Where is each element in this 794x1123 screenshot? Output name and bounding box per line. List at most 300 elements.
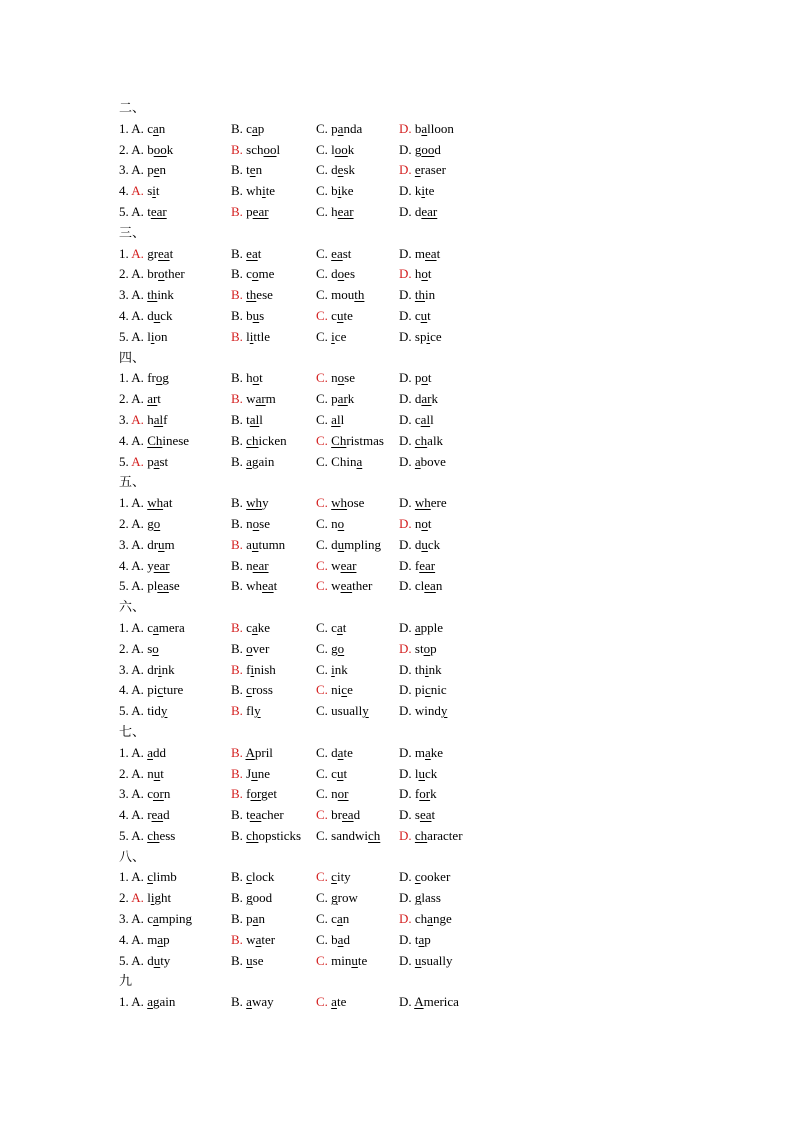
option-word: duck bbox=[414, 536, 441, 552]
option-a bbox=[119, 389, 161, 410]
question-row bbox=[119, 327, 539, 348]
option-word: chalk bbox=[414, 432, 444, 448]
answer-letter: D. bbox=[399, 120, 412, 136]
option-b bbox=[231, 639, 269, 660]
question-number: 4. bbox=[119, 682, 129, 698]
underlined-letters: u bbox=[351, 952, 358, 968]
underlined-letters: ar bbox=[147, 391, 158, 407]
option-c bbox=[316, 909, 349, 930]
option-letter: B. bbox=[231, 453, 243, 469]
underlined-letters: ea bbox=[151, 807, 164, 823]
option-word: brother bbox=[147, 266, 185, 282]
option-word: April bbox=[245, 744, 273, 760]
option-letter: A. bbox=[131, 536, 144, 552]
underlined-letters: u bbox=[337, 536, 345, 552]
option-word: finish bbox=[246, 661, 276, 677]
option-word: cute bbox=[331, 307, 353, 323]
underlined-letters: e bbox=[337, 162, 344, 178]
option-letter: C. bbox=[316, 183, 328, 199]
option-word: think bbox=[147, 287, 174, 303]
question-row bbox=[119, 618, 539, 639]
underlined-letters: a bbox=[425, 744, 431, 760]
option-d bbox=[399, 160, 446, 181]
option-word: ate bbox=[331, 994, 347, 1010]
question-row bbox=[119, 867, 539, 888]
option-letter: B. bbox=[231, 245, 243, 261]
option-letter: D. bbox=[399, 245, 412, 261]
underlined-letters: i bbox=[331, 328, 335, 344]
underlined-letters: y bbox=[254, 703, 261, 719]
option-word: ten bbox=[246, 162, 263, 178]
underlined-letters: al bbox=[331, 411, 341, 427]
option-word: clock bbox=[246, 869, 275, 885]
underlined-letters: o bbox=[337, 515, 345, 531]
option-c bbox=[316, 992, 346, 1013]
underlined-letters: i bbox=[150, 890, 155, 906]
option-letter: B. bbox=[231, 640, 243, 656]
question-row bbox=[119, 306, 539, 327]
question-number: 5. bbox=[119, 952, 129, 968]
option-a bbox=[119, 805, 170, 826]
option-letter: C. bbox=[316, 640, 328, 656]
option-letter: A. bbox=[131, 703, 144, 719]
question-number: 3. bbox=[119, 287, 129, 303]
option-word: corn bbox=[147, 786, 171, 802]
section-heading: 二、 bbox=[119, 100, 146, 115]
option-a bbox=[119, 306, 172, 327]
question-number: 4. bbox=[119, 432, 129, 448]
underlined-letters: i bbox=[331, 661, 335, 677]
option-c bbox=[316, 680, 353, 701]
question-number: 5. bbox=[119, 328, 129, 344]
underlined-letters: o bbox=[158, 266, 165, 282]
option-word: city bbox=[331, 869, 351, 885]
answer-letter: B. bbox=[231, 786, 243, 802]
underlined-letters: a bbox=[336, 911, 343, 927]
option-d bbox=[399, 680, 447, 701]
option-letter: B. bbox=[231, 183, 243, 199]
answer-letter: D. bbox=[399, 911, 412, 927]
option-word: bus bbox=[246, 307, 265, 323]
answer-letter: D. bbox=[399, 266, 412, 282]
underlined-letters: a bbox=[427, 911, 433, 927]
option-d bbox=[399, 327, 442, 348]
option-word: little bbox=[246, 328, 271, 344]
underlined-letters: c bbox=[425, 682, 431, 698]
option-c bbox=[316, 701, 369, 722]
option-word: all bbox=[331, 411, 345, 427]
option-letter: C. bbox=[316, 744, 328, 760]
answer-letter: C. bbox=[316, 432, 328, 448]
option-a bbox=[119, 743, 166, 764]
underlined-letters: ea bbox=[424, 578, 436, 594]
option-letter: C. bbox=[316, 328, 328, 344]
option-d bbox=[399, 805, 435, 826]
underlined-letters: a bbox=[414, 453, 421, 469]
option-letter: D. bbox=[399, 786, 412, 802]
option-word: pen bbox=[147, 162, 166, 178]
option-word: so bbox=[147, 640, 159, 656]
underlined-letters: a bbox=[157, 931, 164, 947]
option-d bbox=[399, 618, 443, 639]
option-word: east bbox=[331, 245, 352, 261]
option-word: great bbox=[147, 245, 174, 261]
underlined-letters: al bbox=[153, 411, 164, 427]
underlined-letters: c bbox=[246, 682, 252, 698]
option-word: again bbox=[147, 994, 176, 1010]
underlined-letters: a bbox=[251, 120, 258, 136]
option-d bbox=[399, 784, 437, 805]
option-b bbox=[231, 930, 275, 951]
underlined-letters: c bbox=[157, 682, 164, 698]
option-d bbox=[399, 493, 447, 514]
option-word: stop bbox=[414, 640, 437, 656]
option-letter: C. bbox=[316, 266, 328, 282]
answer-letter: D. bbox=[399, 640, 412, 656]
underlined-letters: a bbox=[337, 744, 344, 760]
option-word: please bbox=[147, 578, 180, 594]
question-row bbox=[119, 244, 539, 265]
question-row bbox=[119, 264, 539, 285]
underlined-letters: or bbox=[250, 786, 262, 802]
option-c bbox=[316, 618, 346, 639]
option-letter: A. bbox=[131, 619, 144, 635]
option-letter: B. bbox=[231, 162, 243, 178]
option-letter: C. bbox=[316, 141, 328, 157]
answer-letter: C. bbox=[316, 952, 328, 968]
option-c bbox=[316, 368, 355, 389]
underlined-letters: g bbox=[414, 890, 422, 906]
option-b bbox=[231, 410, 263, 431]
section-heading: 九 bbox=[119, 973, 133, 989]
answer-letter: A. bbox=[131, 183, 144, 199]
option-d bbox=[399, 743, 443, 764]
option-word: past bbox=[147, 453, 169, 469]
question-number: 4. bbox=[119, 307, 129, 323]
option-letter: C. bbox=[316, 827, 328, 843]
option-c bbox=[316, 285, 364, 306]
option-d bbox=[399, 140, 441, 161]
underlined-letters: a bbox=[255, 931, 262, 947]
underlined-letters: y bbox=[362, 703, 369, 719]
option-letter: D. bbox=[399, 869, 412, 885]
option-word: sit bbox=[147, 183, 160, 199]
underlined-letters: ch bbox=[246, 432, 259, 448]
underlined-letters: u bbox=[336, 307, 344, 323]
option-letter: A. bbox=[131, 682, 144, 698]
answer-letter: C. bbox=[316, 807, 328, 823]
option-letter: D. bbox=[399, 453, 412, 469]
option-c bbox=[316, 784, 349, 805]
option-b bbox=[231, 285, 273, 306]
question-row bbox=[119, 389, 539, 410]
option-letter: D. bbox=[399, 557, 412, 573]
option-b bbox=[231, 701, 261, 722]
option-word: fork bbox=[414, 786, 437, 802]
option-d bbox=[399, 660, 442, 681]
option-letter: D. bbox=[399, 141, 412, 157]
option-word: pan bbox=[246, 911, 265, 927]
underlined-letters: ch bbox=[147, 827, 160, 843]
option-word: ink bbox=[331, 661, 348, 677]
option-a bbox=[119, 888, 171, 909]
option-d bbox=[399, 909, 452, 930]
option-letter: A. bbox=[131, 432, 144, 448]
option-c bbox=[316, 930, 350, 951]
option-letter: D. bbox=[399, 703, 412, 719]
option-letter: A. bbox=[131, 495, 144, 511]
option-word: light bbox=[147, 890, 172, 906]
option-letter: B. bbox=[231, 578, 243, 594]
underlined-letters: al bbox=[249, 411, 260, 427]
option-word: can bbox=[331, 911, 350, 927]
option-word: pot bbox=[414, 370, 432, 386]
option-c bbox=[316, 389, 354, 410]
option-d bbox=[399, 930, 431, 951]
option-word: look bbox=[331, 141, 355, 157]
option-word: forget bbox=[246, 786, 278, 802]
answer-letter: C. bbox=[316, 370, 328, 386]
question-number: 2. bbox=[119, 640, 129, 656]
option-letter: D. bbox=[399, 411, 412, 427]
question-number: 2. bbox=[119, 391, 129, 407]
question-number: 1. bbox=[119, 994, 129, 1010]
option-letter: D. bbox=[399, 391, 412, 407]
option-word: frog bbox=[147, 370, 169, 386]
option-d bbox=[399, 701, 447, 722]
underlined-letters: o bbox=[251, 266, 259, 282]
underlined-letters: o bbox=[153, 515, 161, 531]
option-letter: B. bbox=[231, 807, 243, 823]
option-word: call bbox=[414, 411, 434, 427]
answer-letter: B. bbox=[231, 391, 243, 407]
option-word: duck bbox=[147, 307, 173, 323]
underlined-letters: y bbox=[160, 703, 168, 719]
option-letter: A. bbox=[131, 391, 144, 407]
option-d bbox=[399, 867, 450, 888]
question-number: 3. bbox=[119, 661, 129, 677]
option-word: dark bbox=[414, 391, 438, 407]
underlined-letters: i bbox=[150, 328, 155, 344]
option-d bbox=[399, 410, 434, 431]
answer-letter: C. bbox=[316, 557, 328, 573]
option-letter: B. bbox=[231, 515, 243, 531]
option-d bbox=[399, 181, 434, 202]
underlined-letters: o bbox=[246, 640, 253, 656]
question-number: 5. bbox=[119, 703, 129, 719]
option-word: nice bbox=[331, 682, 353, 698]
option-letter: D. bbox=[399, 994, 412, 1010]
option-b bbox=[231, 909, 265, 930]
answer-letter: B. bbox=[231, 141, 243, 157]
option-word: cooker bbox=[414, 869, 451, 885]
option-letter: A. bbox=[131, 370, 144, 386]
answer-letter: B. bbox=[231, 328, 243, 344]
option-a bbox=[119, 618, 185, 639]
underlined-letters: o bbox=[421, 515, 428, 531]
option-letter: C. bbox=[316, 411, 328, 427]
option-word: weather bbox=[331, 578, 373, 594]
underlined-letters: oo bbox=[334, 141, 348, 157]
answer-letter: B. bbox=[231, 203, 243, 219]
option-letter: A. bbox=[131, 557, 144, 573]
answer-letter: D. bbox=[399, 827, 412, 843]
option-c bbox=[316, 493, 364, 514]
section-heading: 七、 bbox=[119, 723, 146, 739]
option-word: wheat bbox=[246, 578, 278, 594]
option-c bbox=[316, 119, 362, 140]
option-word: these bbox=[246, 287, 273, 303]
option-word: duty bbox=[147, 952, 171, 968]
option-word: where bbox=[414, 495, 447, 511]
option-c bbox=[316, 264, 355, 285]
option-letter: D. bbox=[399, 536, 412, 552]
underlined-letters: a bbox=[252, 911, 259, 927]
underlined-letters: or bbox=[152, 786, 164, 802]
option-c bbox=[316, 306, 353, 327]
option-a bbox=[119, 264, 185, 285]
option-word: go bbox=[331, 640, 345, 656]
option-word: spice bbox=[414, 328, 442, 344]
option-word: picnic bbox=[414, 682, 447, 698]
underlined-letters: ear bbox=[252, 203, 269, 219]
option-letter: A. bbox=[131, 162, 144, 178]
underlined-letters: ea bbox=[419, 807, 432, 823]
question-row bbox=[119, 660, 539, 681]
option-word: windy bbox=[414, 703, 448, 719]
section-heading: 六、 bbox=[119, 599, 146, 615]
answer-letter: A. bbox=[131, 890, 144, 906]
question-row bbox=[119, 680, 539, 701]
underlined-letters: u bbox=[252, 307, 260, 323]
option-b bbox=[231, 951, 264, 972]
option-word: clean bbox=[414, 578, 443, 594]
option-b bbox=[231, 202, 269, 223]
option-c bbox=[316, 535, 381, 556]
option-c bbox=[316, 951, 367, 972]
option-word: whose bbox=[331, 495, 365, 511]
underlined-letters: g bbox=[331, 890, 338, 906]
underlined-letters: a bbox=[421, 120, 428, 136]
option-word: bread bbox=[331, 807, 361, 823]
option-c bbox=[316, 431, 384, 452]
option-word: school bbox=[246, 141, 281, 157]
underlined-letters: o bbox=[252, 370, 260, 386]
option-a bbox=[119, 431, 189, 452]
option-letter: A. bbox=[131, 515, 144, 531]
option-letter: A. bbox=[131, 744, 144, 760]
option-a bbox=[119, 576, 180, 597]
option-letter: A. bbox=[131, 869, 144, 885]
underlined-letters: i bbox=[250, 661, 255, 677]
option-c bbox=[316, 140, 354, 161]
option-letter: C. bbox=[316, 287, 328, 303]
option-letter: C. bbox=[316, 765, 328, 781]
question-row bbox=[119, 951, 539, 972]
option-d bbox=[399, 826, 463, 847]
option-b bbox=[231, 244, 261, 265]
option-a bbox=[119, 202, 167, 223]
option-c bbox=[316, 327, 346, 348]
option-d bbox=[399, 306, 431, 327]
answer-letter: A. bbox=[131, 453, 144, 469]
underlined-letters: u bbox=[158, 536, 165, 552]
option-letter: B. bbox=[231, 911, 243, 927]
underlined-letters: ch bbox=[368, 827, 381, 843]
question-number: 1. bbox=[119, 744, 129, 760]
question-number: 3. bbox=[119, 411, 129, 427]
question-number: 5. bbox=[119, 578, 129, 594]
underlined-letters: i bbox=[426, 328, 431, 344]
option-c bbox=[316, 867, 351, 888]
underlined-letters: oo bbox=[263, 141, 277, 157]
option-word: June bbox=[246, 765, 271, 781]
question-number: 1. bbox=[119, 245, 129, 261]
option-a bbox=[119, 826, 175, 847]
underlined-letters: ar bbox=[255, 391, 266, 407]
option-d bbox=[399, 285, 435, 306]
underlined-letters: wh bbox=[246, 495, 263, 511]
option-a bbox=[119, 181, 160, 202]
option-letter: D. bbox=[399, 328, 412, 344]
option-b bbox=[231, 867, 274, 888]
option-word: cat bbox=[331, 619, 347, 635]
underlined-letters: or bbox=[337, 786, 349, 802]
option-word: tidy bbox=[147, 703, 168, 719]
option-letter: D. bbox=[399, 307, 412, 323]
question-row bbox=[119, 452, 539, 473]
option-a bbox=[119, 701, 167, 722]
option-c bbox=[316, 556, 356, 577]
underlined-letters: ch bbox=[414, 827, 428, 843]
option-word: glass bbox=[414, 890, 441, 906]
option-letter: B. bbox=[231, 266, 243, 282]
option-d bbox=[399, 202, 437, 223]
option-letter: A. bbox=[131, 203, 144, 219]
question-row bbox=[119, 888, 539, 909]
option-a bbox=[119, 639, 159, 660]
underlined-letters: ear bbox=[340, 557, 357, 573]
section-heading: 五、 bbox=[119, 474, 146, 490]
question-number: 1. bbox=[119, 370, 129, 386]
option-word: bad bbox=[331, 931, 350, 947]
question-row bbox=[119, 160, 539, 181]
option-b bbox=[231, 368, 263, 389]
underlined-letters: u bbox=[251, 765, 258, 781]
question-row bbox=[119, 202, 539, 223]
option-word: sandwich bbox=[331, 827, 381, 843]
option-b bbox=[231, 576, 277, 597]
underlined-letters: ar bbox=[337, 391, 348, 407]
option-word: cap bbox=[246, 120, 265, 136]
underlined-letters: a bbox=[336, 619, 343, 635]
option-d bbox=[399, 119, 454, 140]
option-letter: A. bbox=[131, 911, 144, 927]
answer-letter: D. bbox=[399, 515, 412, 531]
underlined-letters: e bbox=[153, 162, 160, 178]
option-a bbox=[119, 556, 170, 577]
answer-letter: B. bbox=[231, 703, 243, 719]
underlined-letters: o bbox=[421, 370, 428, 386]
option-word: apple bbox=[414, 619, 444, 635]
underlined-letters: ar bbox=[421, 391, 432, 407]
underlined-letters: u bbox=[153, 765, 161, 781]
option-word: above bbox=[414, 453, 446, 469]
option-c bbox=[316, 514, 344, 535]
option-word: away bbox=[246, 994, 274, 1010]
option-word: tall bbox=[246, 411, 263, 427]
option-d bbox=[399, 389, 438, 410]
